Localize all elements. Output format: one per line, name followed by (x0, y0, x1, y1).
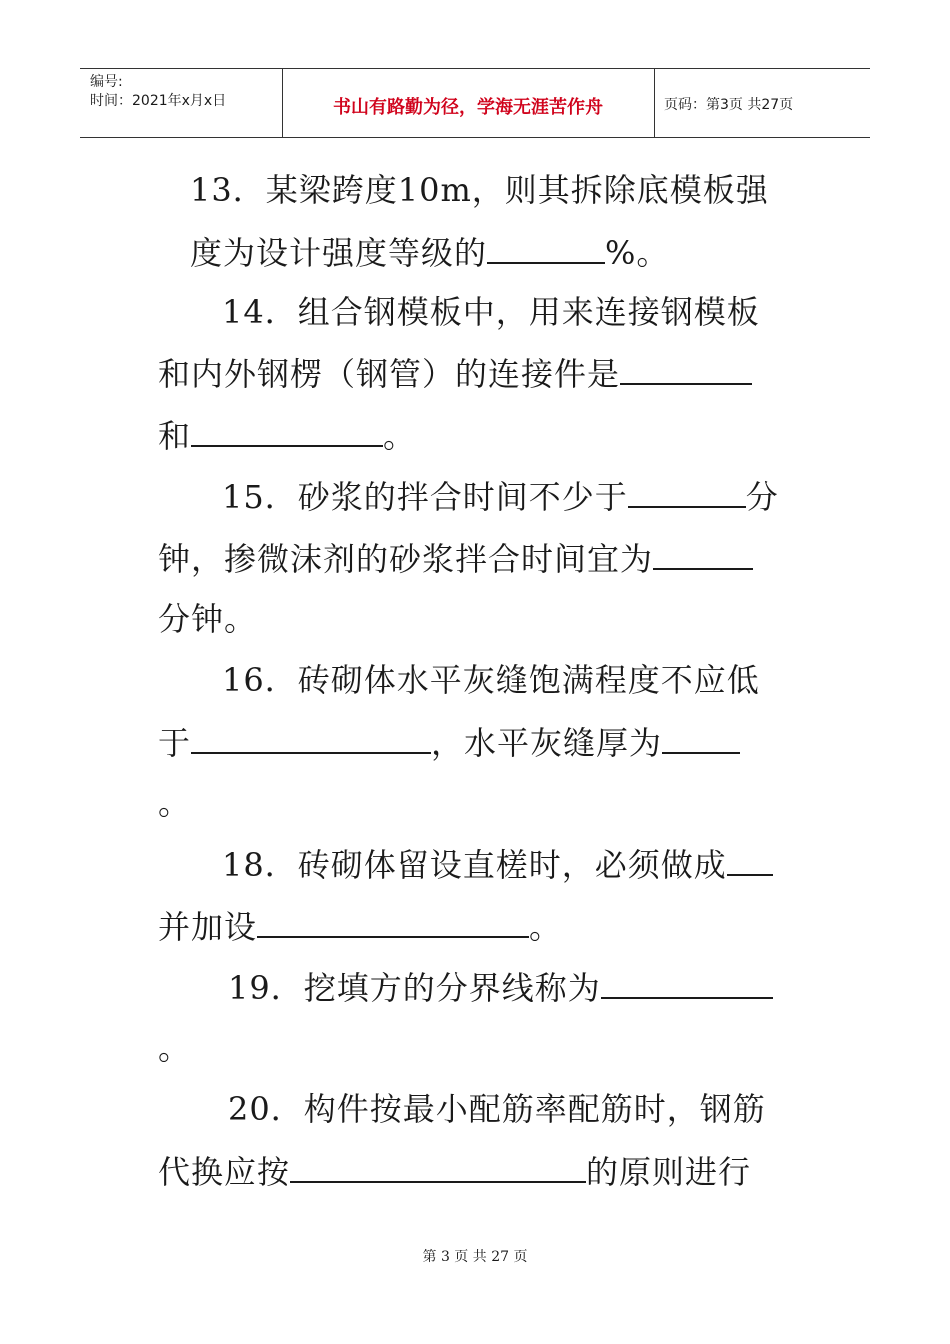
question-19-line-2 (158, 1028, 191, 1068)
text: 和 (158, 417, 192, 455)
answer-blank (191, 722, 431, 754)
text: 19．挖填方的分界线称为 (228, 969, 601, 1007)
question-20-line-1 (228, 1089, 766, 1129)
text: 度为设计强度等级的 (190, 234, 488, 272)
text: 20．构件按最小配筋率配筋时，钢筋 (228, 1090, 766, 1128)
question-14-line-1 (222, 292, 760, 332)
text: 分钟。 (158, 600, 258, 638)
question-16-line-2 (158, 722, 740, 763)
header-divider (654, 69, 655, 137)
text: 16．砖砌体水平灰缝饱满程度不应低 (222, 661, 760, 699)
answer-blank (487, 232, 605, 264)
question-19-line-1 (228, 967, 773, 1008)
answer-blank (727, 844, 773, 876)
answer-blank (290, 1151, 586, 1183)
text: 代换应按 (158, 1153, 291, 1191)
question-14-line-2 (158, 353, 752, 394)
question-13-line-2 (190, 232, 669, 273)
question-18-line-1 (222, 844, 773, 885)
text: 和内外钢楞（钢管）的连接件是 (158, 355, 621, 393)
answer-blank (662, 722, 740, 754)
question-14-line-3 (158, 415, 416, 456)
text: 钟，掺微沫剂的砂浆拌合时间宜为 (158, 540, 654, 578)
text: 于 (158, 724, 192, 762)
text: 。 (529, 908, 563, 946)
serial-label: 编号: (90, 74, 123, 90)
text: 13．某梁跨度10m，则其拆除底模板强 (190, 171, 769, 209)
header-motto: 书山有路勤为径，学海无涯苦作舟 (333, 97, 603, 118)
answer-blank (628, 476, 746, 508)
question-15-line-3 (158, 599, 257, 639)
answer-blank (620, 353, 752, 385)
header-page-info: 页码：第3页 共27页 (664, 97, 794, 113)
text: 。 (158, 784, 192, 822)
question-16-line-1 (222, 660, 760, 700)
text: ，水平灰缝厚为 (431, 724, 663, 762)
text: 并加设 (158, 908, 258, 946)
question-18-line-2 (158, 906, 562, 947)
text: 18．砖砌体留设直槎时，必须做成 (222, 846, 727, 884)
text: 14．组合钢模板中，用来连接钢模板 (222, 293, 760, 331)
answer-blank (257, 906, 529, 938)
answer-blank (601, 967, 773, 999)
question-13-line-1 (190, 170, 769, 210)
text: %。 (605, 234, 670, 272)
text: 。 (158, 1029, 192, 1067)
text: 分 (745, 478, 779, 516)
question-15-line-2 (158, 538, 753, 579)
question-16-line-3 (158, 783, 191, 823)
answer-blank (191, 415, 383, 447)
question-15-line-1 (222, 476, 779, 517)
time-label: 时间：2021年x月x日 (90, 93, 227, 109)
text: 。 (383, 417, 417, 455)
text: 15．砂浆的拌合时间不少于 (222, 478, 628, 516)
text: 的原则进行 (586, 1153, 752, 1191)
page-footer: 第 3 页 共 27 页 (422, 1249, 528, 1265)
question-20-line-2 (158, 1151, 751, 1192)
page-header (80, 68, 870, 138)
header-meta (90, 73, 226, 111)
answer-blank (653, 538, 753, 570)
